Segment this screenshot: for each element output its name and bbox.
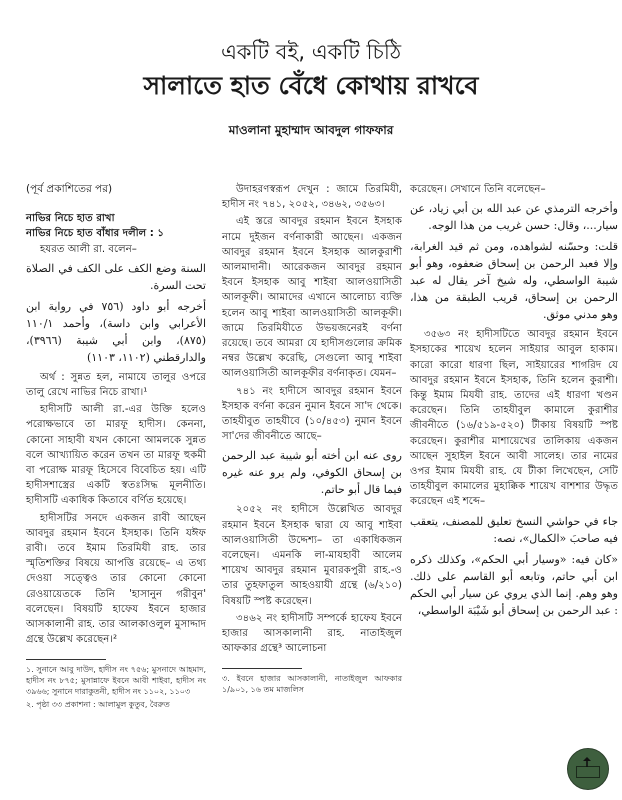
arabic-quote: وأخرجه الترمذي عن عبد الله بن أبي زياد، عن سيار...، وقال: حسن غريب من هذا الوجه. bbox=[410, 202, 618, 233]
paragraph: এই স্তরে আবদুর রহমান ইবনে ইসহাক নামে দুইজন বর্ণনাকারী আছেন। একজন আবদুর রহমান ইবনে ইসহাক আলকুরাশী আলমাদানী। আরেকজন আবদুর রহমান ইবনে ইসহাক আবু শাইবা আলওয়াসিতী আলকূফী। আমাদের এখানে আলোচ্য ব্যক্তি হলেন আবু শাইবা আলওয়াসিতী আলকূফী। জামে তিরমিযীতে উভয়জনেরই বর্ণনা রয়েছে। তবে আমরা যে হাদীসগুলোর ক্রমিক নম্বর উল্লেখ করেছি, সেগুলো আবু শাইবা আলওয়াসিতী আলকূফীর বর্ণনাকৃত। যেমন– bbox=[222, 216, 402, 380]
footnote: ৩. ইবনে হাজার আসকালানী, নাতাইজুল আফকার ১/৯০১, ১৬ তম মাজলিস bbox=[222, 674, 402, 695]
library-logo-icon[interactable] bbox=[567, 748, 609, 790]
subsection-heading: নাভির নিচে হাত বাঁধার দলীল : ১ bbox=[26, 228, 164, 240]
arabic-quote: قلت: وحسّنه لشواهده، ومن ثم قيد الغرابة، وإلا فعبد الرحمن بن إسحاق ضعفوه، وهو أبو شيبة الواسطي، وله شيخ آخر يقال له عبد الرحمن بن إسحاق، قريب الطبقة من هذا، وهو مدني موثق. bbox=[410, 240, 618, 322]
arabic-quote: روى عنه ابن أخته أبو شيبة عبد الرحمن بن إسحاق الكوفي، ولم يرو عنه غيره فيما قال أبو حاتم. bbox=[222, 449, 402, 497]
paragraph: ৭৪১ নং হাদীসে আবদুর রহমান ইবনে ইসহাক বর্ণনা করেন নুমান ইবনে সা'দ থেকে। তাহযীবুত তাহযীবে (১০/৪৫৩) নুমান ইবনে সা'দের জীবনীতে আছে– bbox=[222, 385, 402, 443]
section-heading: নাভির নিচে হাত রাখা bbox=[26, 213, 115, 225]
arabic-reference: أخرجه أبو داود (٧٥٦ في رواية ابن الأعرابي وابن داسة)، وأحمد ١١٠/١ (٨٧٥)، وابن أبي شيبة (٣٩٦٦)، والدارقطني (١١٠٢، ١١٠٣) bbox=[26, 299, 207, 364]
book-icon bbox=[576, 766, 600, 778]
author-name: মাওলানা মুহাম্মাদ আবদুল গাফফার bbox=[228, 123, 394, 137]
footnote-divider bbox=[222, 668, 302, 669]
paragraph: ৩৪৬২ নং হাদীসটি সম্পর্কে হাফেয ইবনে হাজার আসকালানী রাহ. নাতাইজুল আফকার গ্রন্থে³ আলোচনা bbox=[222, 612, 402, 655]
paragraph: উদাহরণস্বরূপ দেখুন : জামে তিরমিযী, হাদীস নং ৭৪১, ২০৫২, ৩৪৬২, ৩৫৬৩। bbox=[222, 184, 402, 211]
footnote-divider bbox=[26, 659, 106, 660]
series-title: একটি বই, একটি চিঠি bbox=[220, 40, 402, 64]
footnote: ২. পৃষ্ঠা ৩৩ প্রকাশনা : আলামুল কুতুব, বৈরুত bbox=[26, 700, 170, 710]
paragraph: ২০৫২ নং হাদীসে উল্লেখিত আবদুর রহমান ইবনে ইসহাক দ্বারা যে আবু শাইবা আলওয়াসিতী উদ্দেশ্য– তা একাধিকজন বলেছেন। এমনকি লা-মাযহাবী আলেম শায়েখ আবদুর রহমান মুবারকপুরী রাহ.-ও তার তুহফাতুল আহওয়াযী গ্রন্থে (৬/২১০) বিষয়টি স্পষ্ট করেছেন। bbox=[222, 504, 402, 607]
paragraph: হাদীসটির সনদে একজন রাবী আছেন আবদুর রহমান ইবনে ইসহাক। তিনি যঈফ রাবী। তবে ইমাম তিরমিযী রাহ. তার স্মৃতিশক্তির বিষয়ে আপত্তি রয়েছে– এ তথ্য দেওয়া সত্ত্বেও তার কোনো কোনো রেওয়ায়েতকে তিনি 'হাসানুন গরীবুন' বলেছেন। বিষয়টি হাফেয ইবনে হাজার আসকালানী রাহ. তার আলকাওলুল মুসাদ্দাদ গ্রন্থে উল্লেখ করেছেন।² bbox=[26, 512, 206, 646]
footnote: ১. সুনানে আবু দাউদ, হাদীস নং ৭৫৬; মুসনাদে আহমাদ, হাদীস নং ৮৭৫; মুসান্নাফে ইবনে আবী শাইবা, হাদীস নং ৩৯৬৬; সুনানে দারাকুতনী, হাদীস নং ১১০২, ১১০৩ bbox=[26, 665, 206, 697]
paragraph: করেছেন। সেখানে তিনি বলেছেন– bbox=[410, 184, 546, 195]
continued-note: (পূর্ব প্রকাশিতের পর) bbox=[26, 183, 113, 195]
article-header bbox=[0, 0, 622, 160]
arabic-quote: السنة وضع الكف على الكف في الصلاة تحت السرة. bbox=[26, 261, 206, 292]
paragraph: হাদীসটি আলী রা.-এর উক্তি হলেও পরোক্ষভাবে তা মারফূ হাদীস। কেননা, কোনো সাহাবী যখন কোনো আমলকে সুন্নত বলে আখ্যায়িত করেন তখন তা মারফূ হুকমী বা পরোক্ষ মারফূ হিসেবে বিবেচিত হয়। এটি হাদীসশাস্ত্রের একটি স্বতঃসিদ্ধ মূলনীতি। হাদীসটি একাধিক কিতাবে বর্ণিত হয়েছে। bbox=[26, 404, 206, 507]
arabic-quote: جاء في حواشي النسخ تعليق للمصنف، يتعقب فيه صاحبَ «الكمال»، نصه: bbox=[410, 514, 618, 545]
intro-text: হযরত আলী রা. বলেন– bbox=[40, 243, 137, 255]
column-3 bbox=[410, 182, 618, 623]
column-2 bbox=[222, 182, 402, 697]
article-title: সালাতে হাত বেঁধে কোথায় রাখবে bbox=[143, 71, 479, 100]
column-1 bbox=[26, 182, 206, 712]
paragraph: ৩৫৬৩ নং হাদীসটিতে আবদুর রহমান ইবনে ইসহাকের শায়েখ হলেন সাইয়ার আবুল হাকাম। কারো কারো ধারণা ছিল, সাইয়ারের শাগরিদ যে আবদুর রহমান ইবনে ইসহাক, তিনি হলেন কুরাশী। কিন্তু ইমাম মিযযী রাহ. তাদের এই ধারণা খণ্ডন করেছেন। তিনি তাহযীবুল কামালে কুরাশীর জীবনীতে (১৬/৫১৯-৫২০) টীকায় বিষয়টি স্পষ্ট করেছেন। কুরাশীর মাশায়েখের তালিকায় একজন আছেন সুহাইল ইবনে আবী সালেহ। তার নামের ওপর ইমাম মিযযী রাহ. যে টীকা লিখেছেন, সেটি তাহযীবুল কামালের মুহাক্কিক শায়েখ বাশশার উদ্ধৃত করেছেন এই শব্দে– bbox=[410, 329, 618, 508]
arabic-quote: «كان فيه: «وسيار أبي الحكم»، وكذلك ذكره ابن أبي حاتم، وتابعه أبو القاسم على ذلك. وهو وهم. إنما الذي يروي عن سيار أبي الحكم : عبد الرحمن بن إسحاق أبو شَيْبَة الواسطي، bbox=[410, 552, 618, 617]
paragraph: অর্থ : সুন্নত হল, নামাযে তালুর ওপরে তালু রেখে নাভির নিচে রাখা।¹ bbox=[26, 371, 206, 399]
